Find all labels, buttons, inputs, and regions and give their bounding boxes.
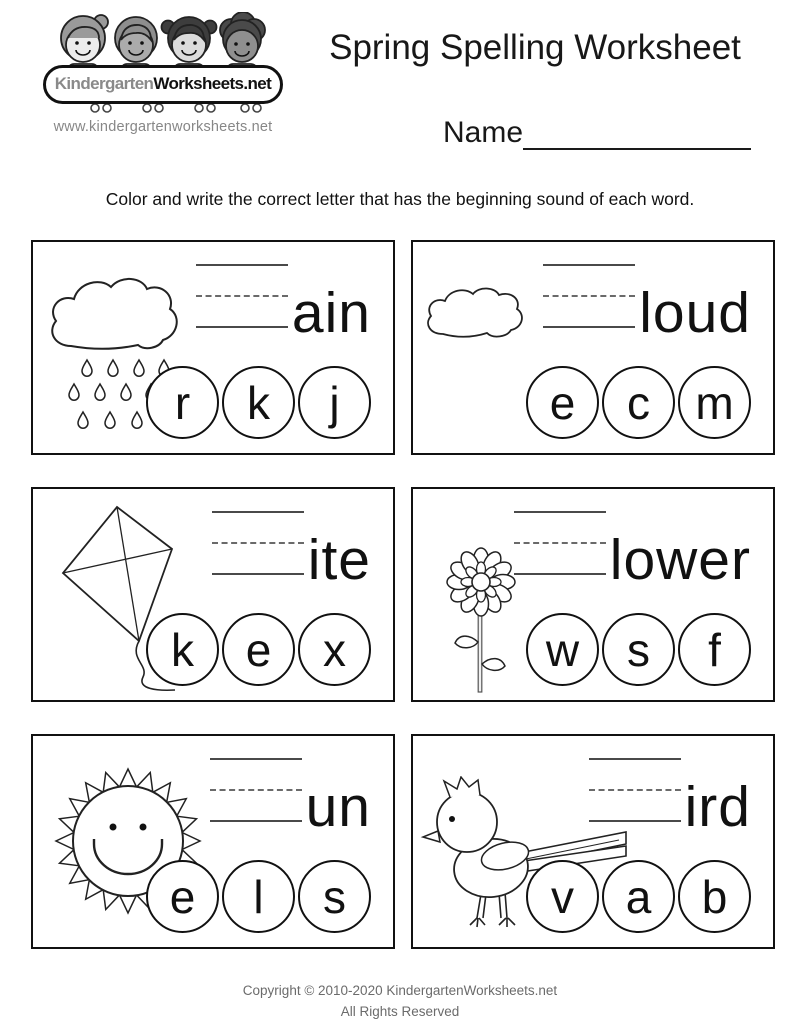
- cloud-image: [421, 282, 541, 344]
- letter-choice[interactable]: [222, 613, 295, 686]
- word-row: [212, 511, 371, 592]
- letter-choice-label: f: [708, 623, 721, 676]
- name-label: Name: [443, 116, 524, 149]
- letter-choice-label: w: [545, 623, 580, 676]
- writing-guide-lines[interactable]: [212, 511, 304, 577]
- letter-choice-label: k: [247, 376, 270, 429]
- page-title: Spring Spelling Worksheet: [329, 28, 741, 67]
- letter-choice-label: v: [551, 870, 574, 923]
- word-suffix: loud: [639, 281, 751, 345]
- word-card-sun: [31, 734, 395, 949]
- card-grid: [31, 240, 775, 949]
- name-row: [443, 116, 751, 150]
- letter-choice[interactable]: [146, 366, 219, 439]
- word-suffix: ain: [291, 281, 371, 345]
- letter-choice-label: e: [549, 376, 576, 429]
- logo-text-worksheets: Worksheets.net: [153, 74, 272, 93]
- instruction-text: Color and write the correct letter that has the beginning sound of each word.: [105, 189, 695, 209]
- letter-choice[interactable]: [526, 613, 599, 686]
- letter-choices: [526, 613, 751, 686]
- letter-choice-label: e: [169, 870, 196, 923]
- footer: [0, 981, 800, 1023]
- word-row: [589, 758, 751, 839]
- letter-choice[interactable]: [222, 366, 295, 439]
- letter-choice-label: s: [627, 623, 650, 676]
- header: [295, 28, 775, 168]
- word-row: [514, 511, 751, 592]
- letter-choices: [526, 860, 751, 933]
- letter-choice[interactable]: [602, 860, 675, 933]
- letter-choice-label: l: [253, 870, 264, 923]
- word-row: [543, 264, 751, 345]
- word-row: [196, 264, 371, 345]
- word-row: [210, 758, 371, 839]
- letter-choice[interactable]: [526, 366, 599, 439]
- logo-banner: [43, 65, 283, 104]
- letter-choices: [146, 366, 371, 439]
- letter-choice[interactable]: [678, 613, 751, 686]
- writing-guide-lines[interactable]: [514, 511, 606, 577]
- letter-choice[interactable]: [298, 613, 371, 686]
- letter-choice-label: b: [701, 870, 728, 923]
- writing-guide-lines[interactable]: [589, 758, 681, 824]
- letter-choice[interactable]: [146, 860, 219, 933]
- kids-feet-icon: [55, 102, 271, 116]
- word-card-kite: [31, 487, 395, 702]
- letter-choice[interactable]: [298, 860, 371, 933]
- letter-choice-label: a: [625, 870, 652, 923]
- letter-choice[interactable]: [602, 613, 675, 686]
- word-card-cloud: [411, 240, 775, 455]
- name-input-line[interactable]: [523, 116, 751, 150]
- logo: [43, 12, 283, 135]
- letter-choice[interactable]: [678, 860, 751, 933]
- writing-guide-lines[interactable]: [196, 264, 288, 330]
- letter-choices: [526, 366, 751, 439]
- letter-choices: [146, 613, 371, 686]
- logo-url: www.kindergartenworksheets.net: [53, 119, 273, 135]
- letter-choice[interactable]: [222, 860, 295, 933]
- word-card-bird: [411, 734, 775, 949]
- word-card-rain: [31, 240, 395, 455]
- letter-choice[interactable]: [298, 366, 371, 439]
- letter-choice[interactable]: [678, 366, 751, 439]
- rights-text: All Rights Reserved: [340, 1004, 460, 1020]
- letter-choice-label: s: [323, 870, 346, 923]
- writing-guide-lines[interactable]: [210, 758, 302, 824]
- letter-choice-label: x: [323, 623, 346, 676]
- writing-guide-lines[interactable]: [543, 264, 635, 330]
- letter-choice[interactable]: [602, 366, 675, 439]
- letter-choice-label: e: [245, 623, 272, 676]
- word-card-flower: [411, 487, 775, 702]
- copyright-text: Copyright © 2010-2020 KindergartenWorksheets.net: [242, 983, 558, 999]
- logo-text-kindergarten: Kindergarten: [54, 74, 154, 93]
- word-suffix: ite: [307, 528, 371, 592]
- letter-choice-label: j: [329, 376, 340, 429]
- word-suffix: lower: [609, 528, 751, 592]
- word-suffix: ird: [684, 775, 751, 839]
- letter-choices: [146, 860, 371, 933]
- word-suffix: un: [305, 775, 371, 839]
- letter-choice-label: c: [627, 376, 650, 429]
- letter-choice-label: k: [171, 623, 194, 676]
- letter-choice[interactable]: [146, 613, 219, 686]
- letter-choice-label: r: [174, 376, 191, 429]
- letter-choice-label: m: [695, 376, 734, 429]
- letter-choice[interactable]: [526, 860, 599, 933]
